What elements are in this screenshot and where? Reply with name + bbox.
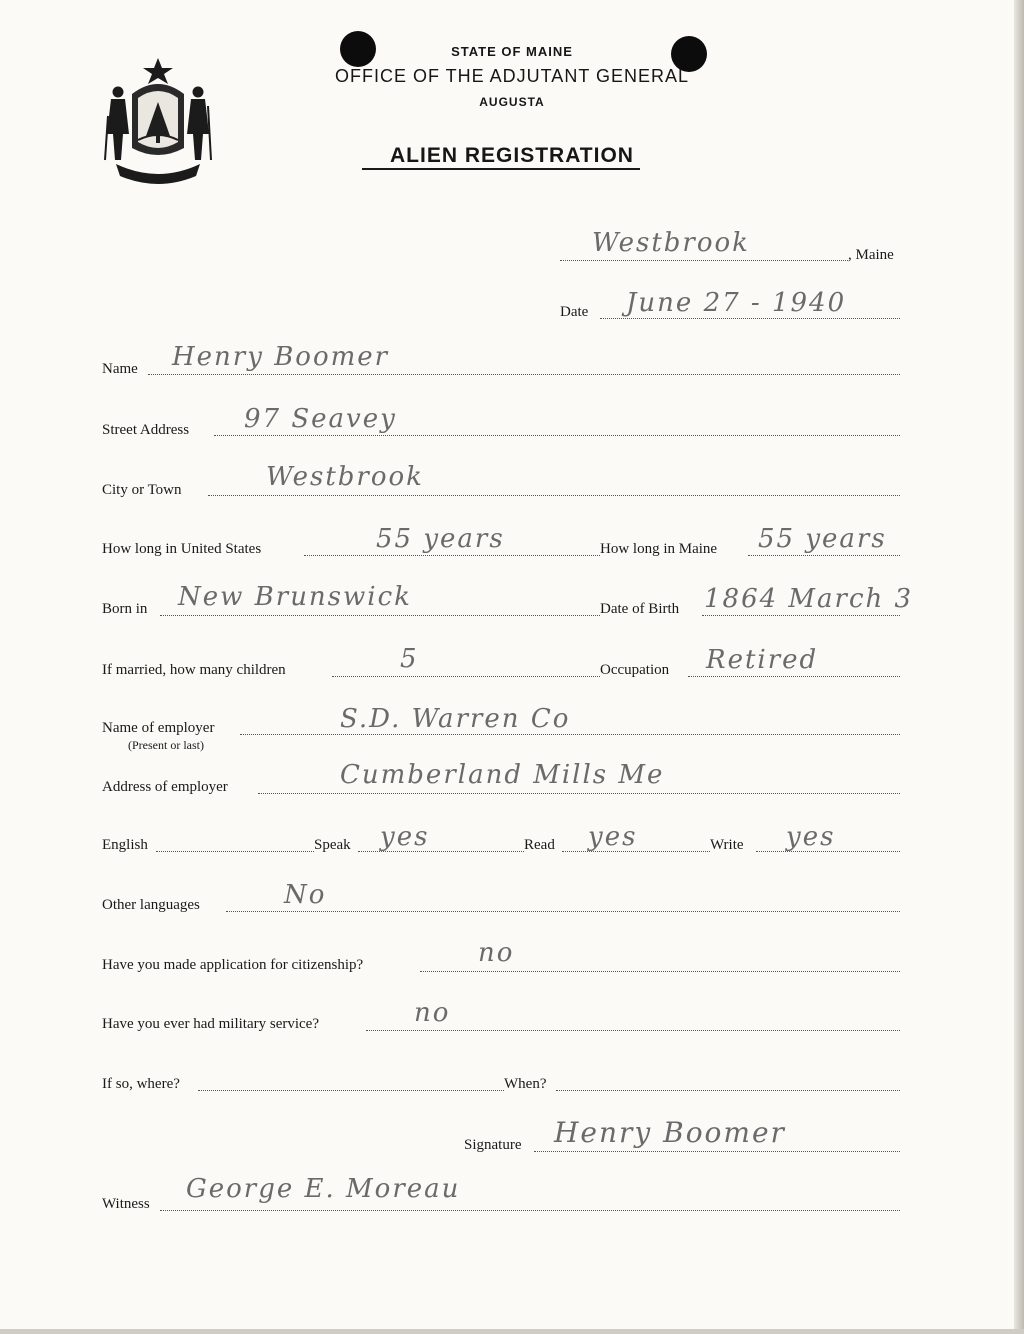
- where-label: If so, where?: [102, 1076, 180, 1092]
- years-us-line: [304, 555, 600, 556]
- military-label: Have you ever had military service?: [102, 1016, 319, 1032]
- maine-label: , Maine: [848, 247, 894, 263]
- years-maine-line: [748, 555, 900, 556]
- born-label: Born in: [102, 601, 148, 617]
- years-maine-entry: 55 years: [758, 524, 887, 554]
- when-label: When?: [504, 1076, 547, 1092]
- city-line: [208, 495, 900, 496]
- years-maine-label: How long in Maine: [600, 541, 718, 557]
- citizenship-line: [420, 971, 900, 972]
- citizenship-label: Have you made application for citizenship?: [102, 957, 364, 973]
- header-office: OFFICE OF THE ADJUTANT GENERAL: [334, 66, 690, 86]
- write-label: Write: [710, 837, 744, 853]
- street-label: Street Address: [102, 422, 190, 438]
- occupation-label: Occupation: [600, 662, 670, 678]
- speak-label: Speak: [314, 837, 351, 853]
- street-entry: 97 Seavey: [244, 404, 397, 434]
- city-entry: Westbrook: [266, 462, 424, 492]
- header-city: AUGUSTA: [479, 95, 545, 109]
- read-label: Read: [524, 837, 555, 853]
- name-line: [148, 374, 900, 375]
- name-label: Name: [102, 361, 138, 377]
- other-languages-label: Other languages: [102, 897, 200, 913]
- date-entry: June 27 - 1940: [626, 288, 847, 318]
- dob-line: [702, 615, 900, 616]
- name-entry: Henry Boomer: [172, 342, 390, 372]
- write-entry: yes: [786, 822, 836, 852]
- occupation-line: [688, 676, 900, 677]
- born-entry: New Brunswick: [178, 582, 412, 612]
- years-us-label: How long in United States: [102, 541, 262, 557]
- header-state: STATE OF MAINE: [451, 44, 573, 59]
- employer-label: Name of employer: [102, 720, 215, 736]
- children-entry: 5: [400, 644, 419, 674]
- years-us-entry: 55 years: [376, 524, 505, 554]
- town-entry: Westbrook: [592, 228, 750, 258]
- employer-address-line: [258, 793, 900, 794]
- when-line: [556, 1090, 900, 1091]
- signature-label: Signature: [464, 1137, 522, 1153]
- other-languages-entry: No: [284, 880, 327, 910]
- read-entry: yes: [588, 822, 638, 852]
- signature-entry: Henry Boomer: [554, 1116, 786, 1149]
- military-entry: no: [414, 998, 451, 1028]
- english-label: English: [102, 837, 148, 853]
- page-edge-shadow: [1014, 0, 1024, 1334]
- witness-label: Witness: [102, 1196, 150, 1212]
- children-line: [332, 676, 600, 677]
- occupation-entry: Retired: [706, 645, 819, 675]
- english-line: [156, 851, 314, 852]
- street-line: [214, 435, 900, 436]
- city-label: City or Town: [102, 482, 182, 498]
- citizenship-entry: no: [478, 938, 515, 968]
- title-underline: [362, 168, 640, 170]
- dob-label: Date of Birth: [600, 601, 680, 617]
- born-line: [160, 615, 600, 616]
- witness-entry: George E. Moreau: [186, 1174, 461, 1204]
- other-languages-line: [226, 911, 900, 912]
- town-line: [560, 260, 848, 261]
- employer-line: [240, 734, 900, 735]
- witness-line: [160, 1210, 900, 1211]
- military-line: [366, 1030, 900, 1031]
- employer-address-label: Address of employer: [102, 779, 228, 795]
- where-line: [198, 1090, 504, 1091]
- speak-entry: yes: [380, 822, 430, 852]
- employer-address-entry: Cumberland Mills Me: [340, 760, 665, 790]
- date-label: Date: [560, 304, 589, 320]
- dob-entry: 1864 March 3: [704, 584, 914, 614]
- date-line: [600, 318, 900, 319]
- page-edge-bottom: [0, 1329, 1024, 1334]
- form-title: ALIEN REGISTRATION: [390, 144, 634, 167]
- children-label: If married, how many children: [102, 662, 286, 678]
- employer-sublabel: (Present or last): [128, 738, 204, 752]
- signature-line: [534, 1151, 900, 1152]
- employer-entry: S.D. Warren Co: [340, 704, 571, 734]
